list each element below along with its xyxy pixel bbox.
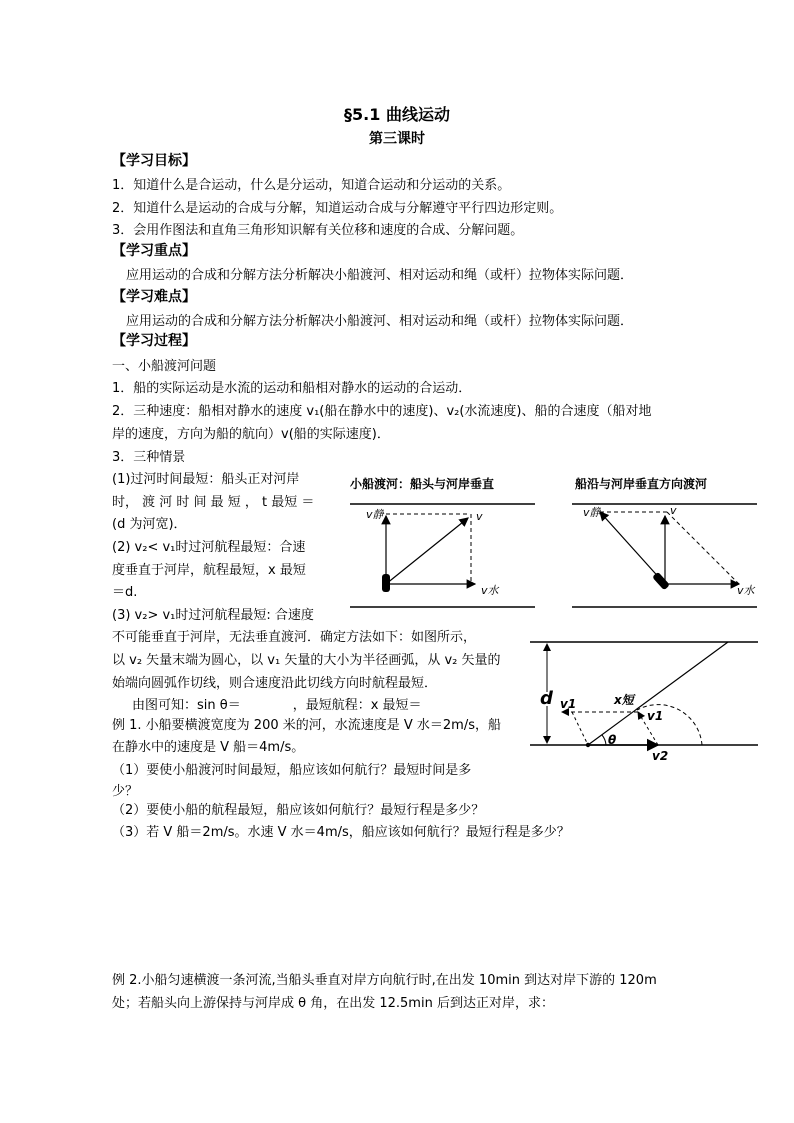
fig2-label-v-still: v静 [583, 506, 601, 519]
focus-text: 应用运动的合成和分解方法分析解决小船渡河、相对运动和绳（或杆）拉物体实际问题． [126, 268, 634, 283]
fig1-v-arrow [386, 518, 468, 584]
fig2-title: 船沿与河岸垂直方向渡河 [575, 477, 708, 491]
goal-item-3: 3．会用作图法和直角三角形知识解有关位移和速度的合成、分解问题。 [112, 223, 524, 238]
case-1-line-b: 时， 渡 河 时 间 最 短 ， t 最短 ＝ [112, 495, 315, 510]
example-1-question-2: 在静水中的速度是 V 船＝4m/s。 [112, 740, 305, 755]
case-2-line-c: ＝d. [112, 585, 138, 600]
fig1-label-v: v [476, 510, 483, 523]
case-2-line-b: 度垂直于河岸，航程最短，x 最短 [112, 563, 306, 578]
fig3-label-d: d [540, 688, 553, 709]
example-1-part-1b: 少？ [112, 784, 139, 799]
example-1-question: 例 1. 小船要横渡宽度为 200 米的河，水流速度是 V 水＝2m/s，船 [112, 718, 501, 733]
process-line-2b: 岸的速度，方向为船的航向）v(船的实际速度)． [112, 427, 390, 442]
figure-boat-perpendicular-head [340, 474, 540, 614]
difficulty-header: 【学习难点】 [112, 289, 196, 305]
case-3-line-e: 由图可知：sin θ＝ ，最短航程：x 最短＝ [132, 698, 422, 713]
goal-item-2: 2．知道什么是运动的合成与分解，知道运动合成与分解遵守平行四边形定则。 [112, 201, 563, 216]
focus-header: 【学习重点】 [112, 243, 196, 259]
case-3-line-d: 始端向圆弧作切线，则合速度沿此切线方向时航程最短． [112, 676, 438, 691]
fig2-boat [652, 572, 670, 591]
case-3-line-a: (3) v₂> v₁时过河航程最短: 合速度 [112, 608, 314, 623]
fig3-theta-arc [602, 735, 606, 745]
fig3-label-v1: v1 [647, 709, 664, 723]
fig3-label-x-short: x短 [614, 693, 634, 707]
fig1-label-v-water: v水 [481, 584, 499, 597]
page-subtitle: 第三课时 [369, 131, 425, 147]
example-1-part-1a: （1）要使小船渡河时间最短，船应该如何航行？最短时间是多 [112, 763, 472, 778]
difficulty-text: 应用运动的合成和分解方法分析解决小船渡河、相对运动和绳（或杆）拉物体实际问题． [126, 314, 634, 329]
fig3-resultant-line [588, 642, 728, 745]
process-line-1: 1．船的实际运动是水流的运动和船相对静水的运动的合运动． [112, 381, 472, 396]
fig2-v-still-arrow [600, 512, 663, 582]
case-3-line-b: 不可能垂直于河岸，无法垂直渡河．确定方法如下：如图所示， [112, 630, 477, 645]
fig3-origin [586, 743, 590, 747]
figure-shortest-path-construction [530, 636, 762, 766]
fig1-label-v-still: v静 [366, 508, 384, 521]
fig2-label-v: v [670, 504, 677, 517]
section-1-title: 一、小船渡河问题 [112, 359, 217, 374]
case-3-line-c: 以 v₂ 矢量末端为圆心，以 v₁ 矢量的大小为半径画弧，从 v₂ 矢量的 [112, 653, 501, 668]
case-1-line-a: (1)过河时间最短：船头正对河岸 [112, 472, 300, 487]
fig2-label-v-water: v水 [737, 584, 755, 597]
example-2-line-a: 例 2.小船匀速横渡一条河流,当船头垂直对岸方向航行时,在出发 10min 到达对岸下游的 120m [112, 973, 657, 988]
example-2-line-b: 处；若船头向上游保持与河岸成 θ 角，在出发 12.5min 后到达正对岸，求： [112, 996, 554, 1011]
page-title: §5.1 曲线运动 [344, 105, 450, 124]
fig3-label-theta: θ [608, 733, 617, 747]
fig1-boat [382, 574, 390, 592]
process-line-2a: 2．三种速度：船相对静水的速度 v₁(船在静水中的速度)、v₂(水流速度)、船的合速度（船对地 [112, 404, 652, 419]
fig3-dash-down [572, 712, 588, 745]
case-2-line-a: (2) v₂< v₁时过河航程最短：合速 [112, 540, 306, 555]
case-1-line-c: (d 为河宽)． [112, 517, 187, 532]
fig3-label-v2: v2 [652, 749, 669, 763]
goal-item-1: 1．知道什么是合运动，什么是分运动，知道合运动和分运动的关系。 [112, 178, 511, 193]
example-1-part-2: （2）要使小船的航程最短，船应该如何航行？最短行程是多少？ [112, 803, 485, 818]
fig2-dashed-diag [667, 512, 739, 584]
fig1-title: 小船渡河：船头与河岸垂直 [350, 477, 495, 491]
example-1-part-3: （3）若 V 船＝2m/s。水速 V 水＝4m/s，船应该如何航行？最短行程是多少？ [112, 825, 570, 840]
process-header: 【学习过程】 [112, 333, 196, 349]
goals-header: 【学习目标】 [112, 153, 196, 169]
figure-boat-perpendicular-path [567, 474, 767, 614]
process-line-3: 3．三种情景 [112, 450, 186, 465]
fig3-label-v1-left: v1 [560, 697, 577, 711]
